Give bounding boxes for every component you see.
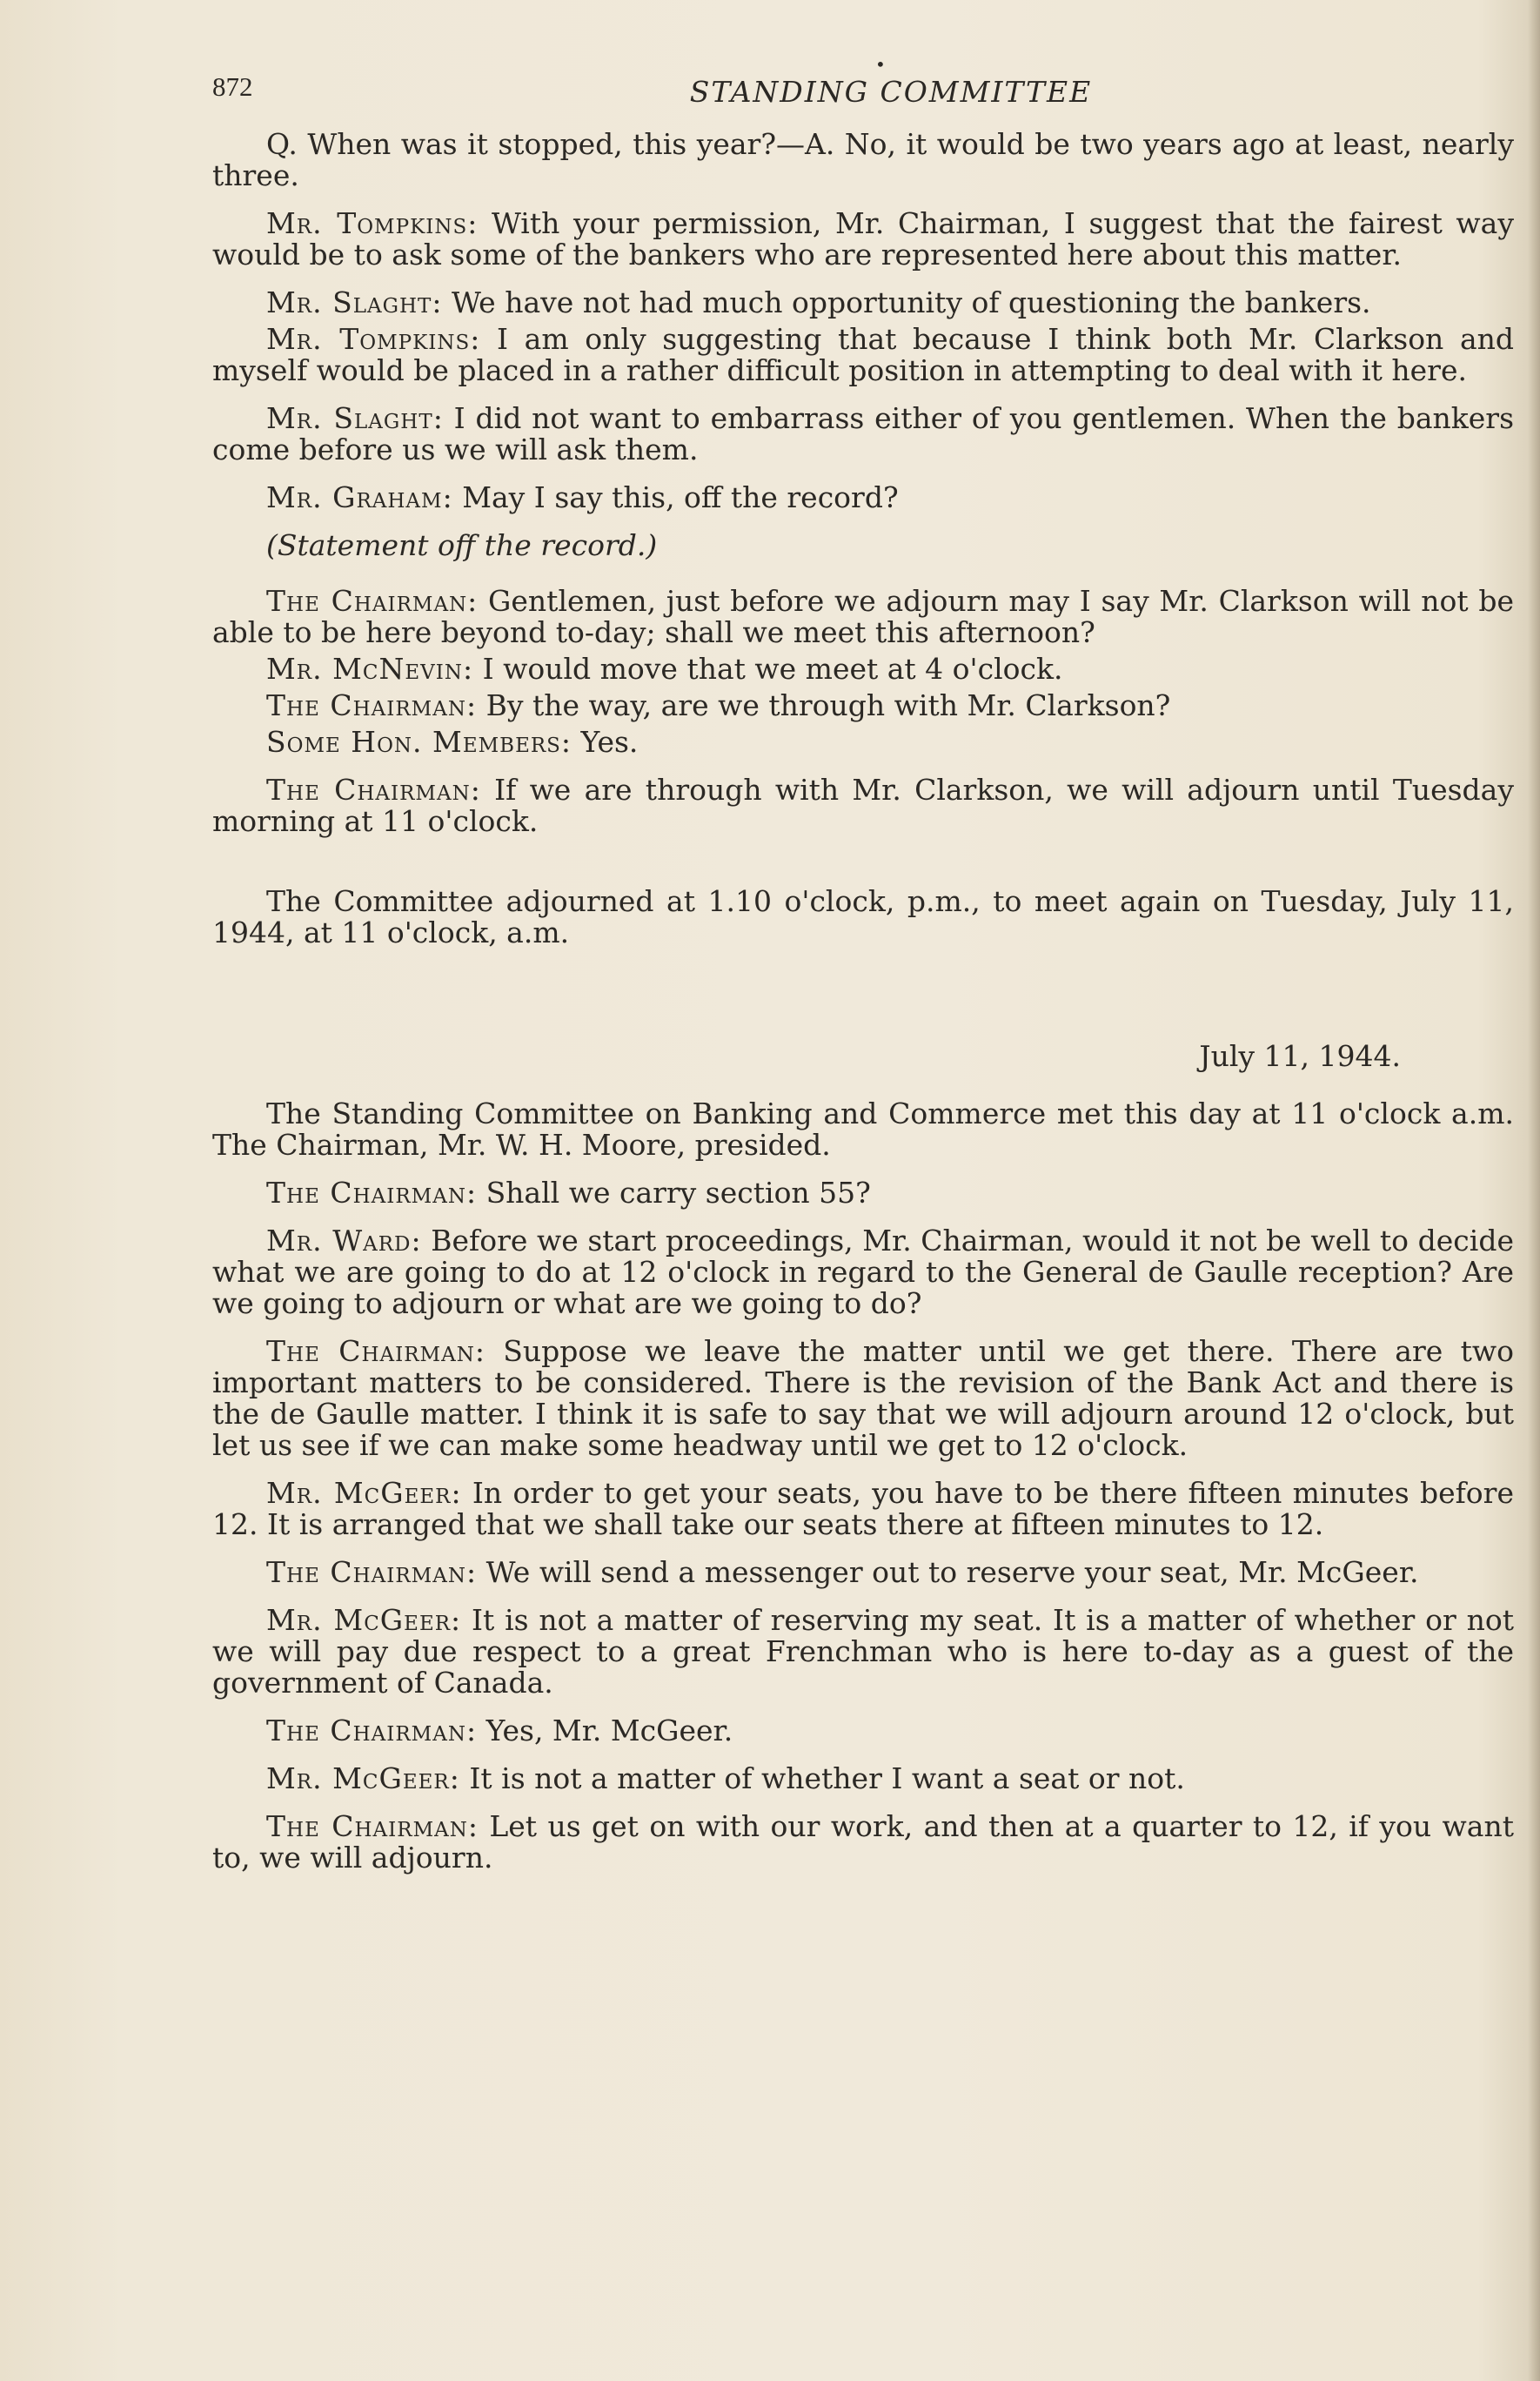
ink-dot: •	[875, 54, 886, 75]
paragraph-mcnevin: Mr. McNevin: I would move that we meet at 4 o'clock.	[266, 652, 1063, 686]
running-title: STANDING COMMITTEE	[689, 75, 1093, 109]
paragraph-graham: Mr. Graham: May I say this, off the record?	[266, 480, 899, 514]
document-body	[212, 129, 1514, 1890]
paragraph-slaght-2: Mr. Slaght: I did not want to embarrass either of you gentlemen. When the bankers come before us we will ask them.	[212, 401, 1514, 466]
paragraph-chairman-8: The Chairman: Let us get on with our work, and then at a quarter to 12, if you want to, we will adjourn.	[212, 1809, 1514, 1875]
paragraph-q: Q. When was it stopped, this year?—A. No, it would be two years ago at least, nearly three.	[212, 127, 1514, 192]
dateline: July 11, 1944.	[1199, 1039, 1401, 1073]
paragraph-chairman-1: The Chairman: Gentlemen, just before we adjourn may I say Mr. Clarkson will not be able to be here beyond to-day; shall we meet this afternoon?	[212, 584, 1514, 649]
paragraph-chairman-2: The Chairman: By the way, are we through with Mr. Clarkson?	[266, 688, 1171, 722]
paragraph-mcgeer-3: Mr. McGeer: It is not a matter of whether I want a seat or not.	[266, 1761, 1185, 1795]
page-number: 872	[212, 71, 253, 102]
paragraph-chairman-3: The Chairman: If we are through with Mr. Clarkson, we will adjourn until Tuesday morning at 11 o'clock.	[212, 773, 1514, 838]
paragraph-mcgeer-2: Mr. McGeer: It is not a matter of reserving my seat. It is a matter of whether or not we will pay due respect to a great Frenchman who is here to-day as a guest of the government of Canada.	[212, 1603, 1514, 1700]
paragraph-ward: Mr. Ward: Before we start proceedings, Mr. Chairman, would it not be well to decide what we are going to do at 12 o'clock in regard to the General de Gaulle reception? Are we going to adjourn or what are we going to do?	[212, 1224, 1514, 1320]
statement-off-record: (Statement off the record.)	[266, 528, 658, 562]
paragraph-slaght-1: Mr. Slaght: We have not had much opportunity of questioning the bankers.	[266, 285, 1371, 319]
paragraph-chairman-5: The Chairman: Suppose we leave the matter until we get there. There are two important matters to be considered. There is the revision of the Bank Act and there is the de Gaulle matter. I think it is safe to say that we will adjourn around 12 o'clock, but let us see if we can make some headway until we get to 12 o'clock.	[212, 1334, 1514, 1462]
paragraph-chairman-4: The Chairman: Shall we carry section 55?	[266, 1176, 871, 1210]
paragraph-tompkins-1: Mr. Tompkins: With your permission, Mr. Chairman, I suggest that the fairest way would be to ask some of the bankers who are represented here about this matter.	[212, 206, 1514, 272]
paragraph-mcgeer-1: Mr. McGeer: In order to get your seats, you have to be there fifteen minutes before 12. It is arranged that we shall take our seats there at fifteen minutes to 12.	[212, 1476, 1514, 1541]
paragraph-committee-met: The Standing Committee on Banking and Commerce met this day at 11 o'clock a.m. The Chairman, Mr. W. H. Moore, presided.	[212, 1097, 1514, 1162]
paragraph-chairman-7: The Chairman: Yes, Mr. McGeer.	[266, 1714, 733, 1747]
paragraph-members: Some Hon. Members: Yes.	[266, 725, 639, 759]
paragraph-adjournment: The Committee adjourned at 1.10 o'clock, p.m., to meet again on Tuesday, July 11, 1944, at 11 o'clock, a.m.	[212, 884, 1514, 949]
page-header	[212, 54, 1535, 117]
paragraph-chairman-6: The Chairman: We will send a messenger out to reserve your seat, Mr. McGeer.	[266, 1555, 1419, 1589]
paragraph-tompkins-2: Mr. Tompkins: I am only suggesting that because I think both Mr. Clarkson and myself would be placed in a rather difficult position in attempting to deal with it here.	[212, 322, 1514, 387]
book-spine-shadow	[1528, 0, 1540, 2381]
